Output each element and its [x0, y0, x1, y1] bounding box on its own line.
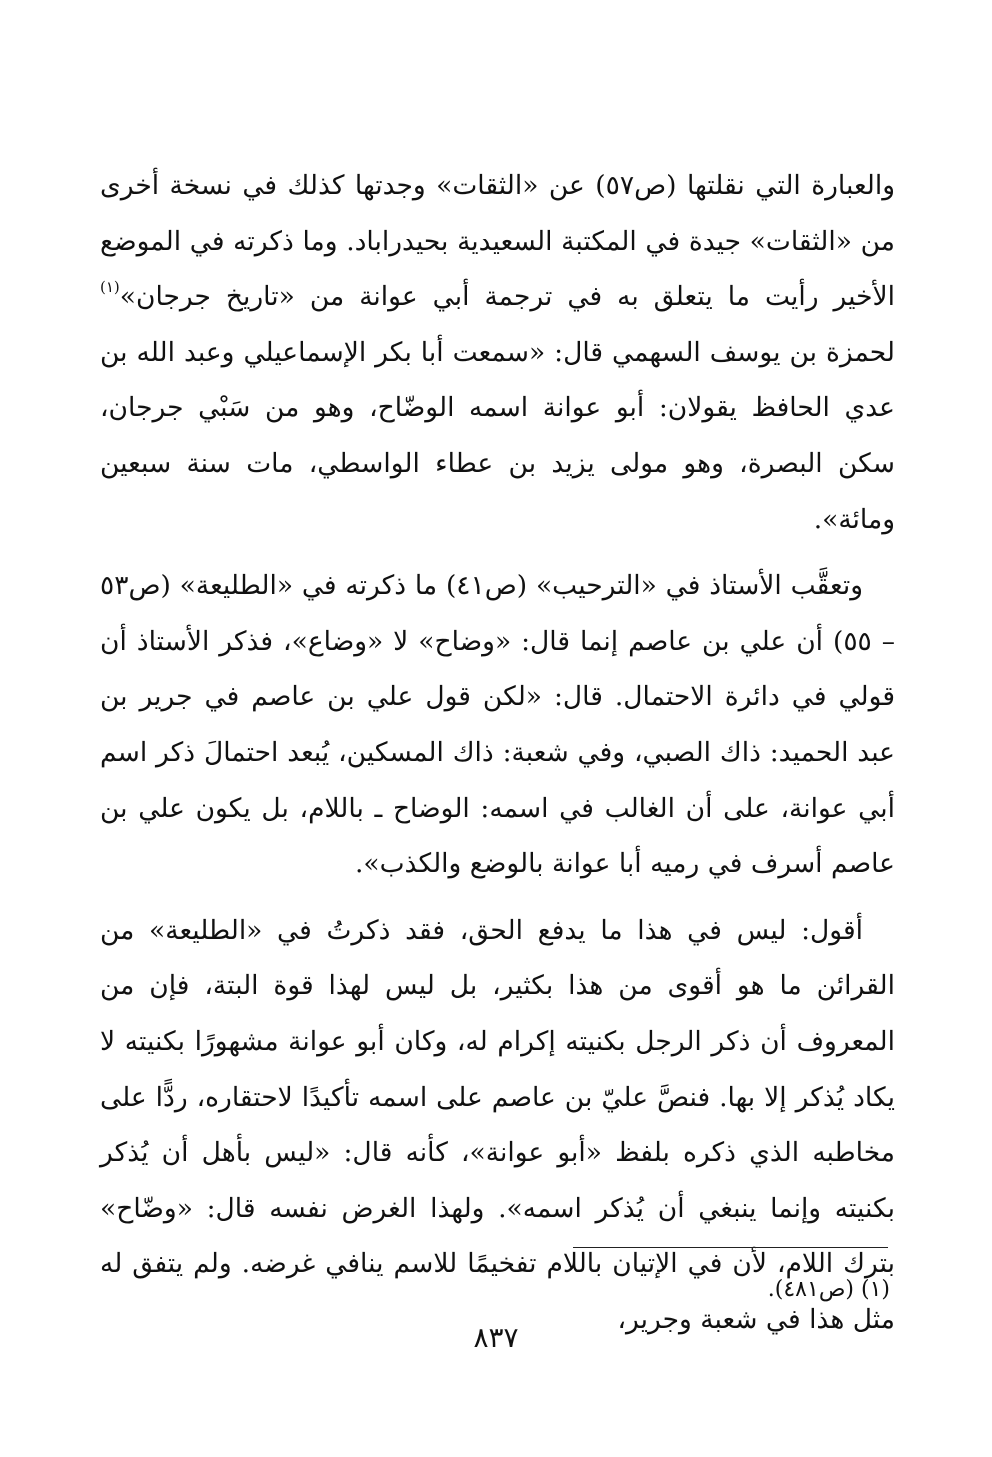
paragraph-2: وتعقَّب الأستاذ في «الترحيب» (ص٤١) ما ذكرته في «الطليعة» (ص٥٣ – ٥٥) أن علي بن عاصم إنما قال: «وضاح» لا «وضاع»، فذكر الأستاذ أن قولي في دائرة الاحتمال. قال: «لكن قول علي بن عاصم في جرير بن عبد الحميد: ذاك الصبي، وفي شعبة: ذاك المسكين، يُبعد احتمالَ ذكر اسم أبي عوانة، على أن الغالب في اسمه: الوضاح ـ باللام، بل يكون علي بن عاصم أسرف في رميه أبا عوانة بالوضع والكذب». [100, 570, 895, 880]
paragraph-1-text-before-ref: والعبارة التي نقلتها (ص٥٧) عن «الثقات» وجدتها كذلك في نسخة أخرى من «الثقات» جيدة في المكتبة السعيدية بحيدراباد. وما ذكرته في الموضع الأخير رأيت ما يتعلق به في ترجمة أبي عوانة من «تاريخ جرجان» [100, 170, 895, 313]
paragraph-3: أقول: ليس في هذا ما يدفع الحق، فقد ذكرتُ في «الطليعة» من القرائن ما هو أقوى من هذا بكثير، بل ليس لهذا قوة البتة، فإن من المعروف أن ذكر الرجل بكنيته إكرام له، وكان أبو عوانة مشهورًا بكنيته لا يكاد يُذكر إلا بها. فنصَّ عليّ بن عاصم على اسمه تأكيدًا لاحتقاره، ردًّا على مخاطبه الذي ذكره بلفظ «أبو عوانة»، كأنه قال: «ليس بأهل أن يُذكر بكنيته وإنما ينبغي أن يُذكر اسمه». ولهذا الغرض نفسه قال: «وضّاح» بترك اللام، لأن في الإتيان باللام تفخيمًا للاسم ينافي غرضه. ولم يتفق له مثل هذا في شعبة وجرير، [100, 914, 895, 1335]
footnote-separator [573, 1247, 888, 1248]
paragraph-1-text-after-ref: لحمزة بن يوسف السهمي قال: «سمعت أبا بكر الإسماعيلي وعبد الله بن عدي الحافظ يقولان: أبو عوانة اسمه الوضّاح، وهو من سَبْي جرجان، سكن البصرة، وهو مولى يزيد بن عطاء الواسطي، مات سنة سبعين ومائة». [100, 336, 895, 535]
page-number: ٨٣٧ [473, 1321, 519, 1354]
footnote-1: (١) (ص٤٨١). [767, 1277, 890, 1302]
main-text [100, 158, 895, 1347]
paragraph-1 [100, 158, 895, 547]
footnote-reference-1: (١) [100, 278, 120, 297]
